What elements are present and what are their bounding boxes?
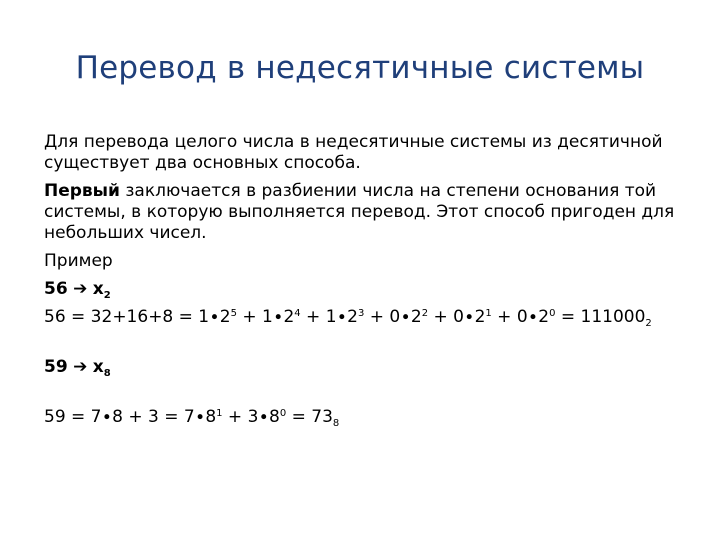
example1-heading [44,279,684,300]
slide-content [44,132,684,435]
example1-number: 56 [44,279,68,299]
arrow-right-icon: ➔ [73,357,88,377]
example2-heading [44,357,684,378]
example2-equation: $59 = 7\cdot 8 + 3 = 7\cdot 8^1 + 3\cdot 8^0 = 73_8$ [44,407,340,429]
spacer [44,335,684,357]
first-method-paragraph [44,181,684,244]
first-method-label: Первый [44,181,120,201]
example2-target: x [92,357,104,377]
intro-paragraph: Для перевода целого числа в недесятичные системы из десятичной существует два основных способа. [44,132,663,173]
example-label: Пример [44,251,113,271]
example1-target: x [92,279,104,299]
example2-target-base: 8 [103,368,111,379]
example1-target-base: 2 [103,290,111,301]
example1-equation: $56 = 32+16+8 = 1\cdot 2^5 + 1\cdot 2^4 + 1\cdot 2^3 + 0\cdot 2^2 + 0\cdot 2^1 + 0\cdot 2^0 = 111000_2$ [44,307,652,329]
slide-title: Перевод в недесятичные системы [75,50,645,86]
example2-number: 59 [44,357,68,377]
spacer [44,385,684,407]
arrow-right-icon: ➔ [73,279,88,299]
first-method-text: заключается в разбиении числа на степени основания той системы, в которую выполняется перевод. Этот способ пригоден для небольших чисел. [44,181,675,243]
